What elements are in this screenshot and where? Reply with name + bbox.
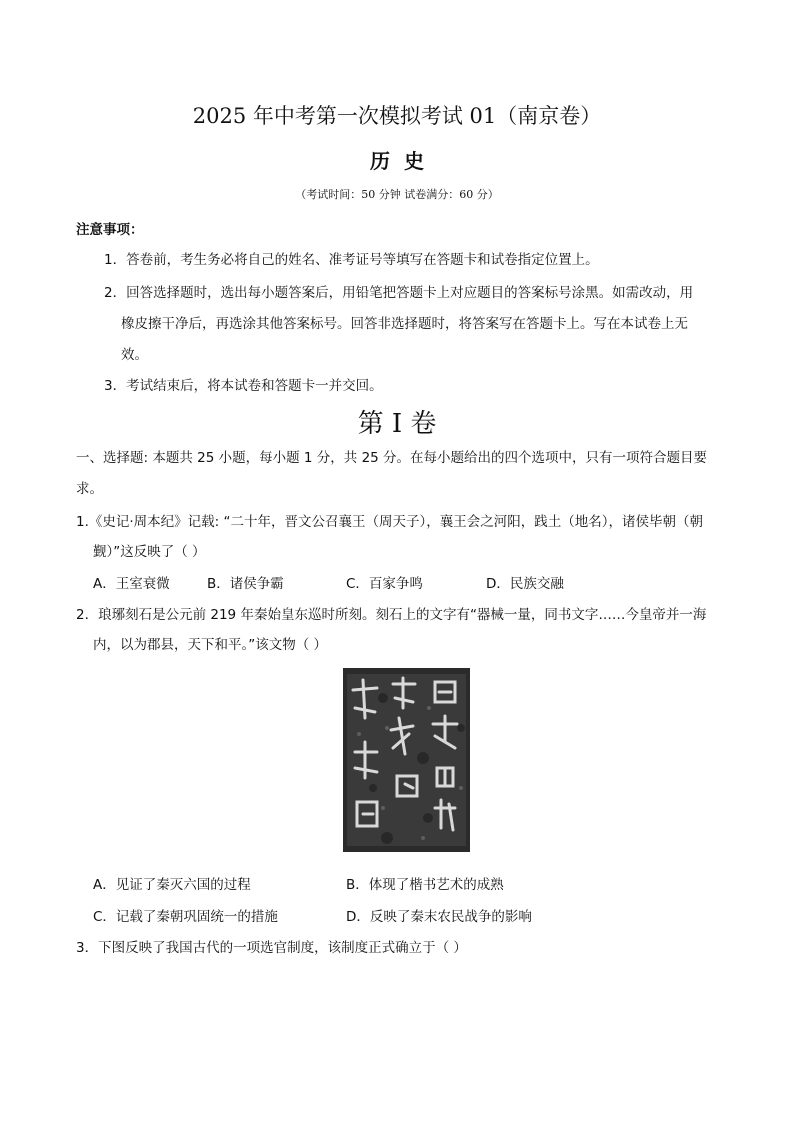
question-2-stem: 2．琅琊刻石是公元前 219 年秦始皇东巡时所刻。刻石上的文字有“器械一量，同书文字……今皇帝并一海	[76, 607, 707, 623]
section-heading: 第 I 卷	[357, 409, 437, 439]
exam-title: 2025 年中考第一次模拟考试 01（南京卷）	[192, 104, 602, 128]
exam-info: （考试时间：50 分钟 试卷满分：60 分）	[295, 188, 499, 201]
notice-item: 2．回答选择题时，选出每小题答案后，用铅笔把答题卡上对应题目的答案标号涂黑。如需改动，用	[104, 285, 694, 301]
question-2-stem-continued: 内，以为郡县，天下和平。”该文物（ ）	[93, 637, 328, 653]
notice-item-continued: 橡皮擦干净后，再选涂其他答案标号。回答非选择题时，将答案写在答题卡上。写在本试卷上无	[121, 316, 688, 332]
section-instruction-continued: 求。	[76, 481, 103, 497]
question-1-option-c[interactable]: C．百家争鸣	[346, 576, 423, 592]
question-2-option-c[interactable]: C．记载了秦朝巩固统一的措施	[93, 909, 278, 925]
rubbing-texture	[343, 668, 470, 852]
question-2-option-a[interactable]: A．见证了秦灭六国的过程	[93, 877, 251, 893]
notice-title: 注意事项：	[76, 222, 144, 238]
question-2-option-b[interactable]: B．体现了楷书艺术的成熟	[346, 877, 504, 893]
question-1-stem-continued: 觐）”这反映了（ ）	[93, 544, 206, 560]
stone-inscription-rubbing-image	[343, 668, 470, 852]
notice-item: 3．考试结束后，将本试卷和答题卡一并交回。	[104, 378, 383, 394]
subject-title: 历史	[370, 149, 438, 173]
question-1-option-d[interactable]: D．民族交融	[486, 576, 564, 592]
question-3-stem: 3．下图反映了我国古代的一项选官制度，该制度正式确立于（ ）	[76, 940, 467, 956]
question-1-stem: 1.《史记·周本纪》记载: “二十年，晋文公召襄王（周天子），襄王会之河阳，践土（地名），诸侯毕朝（朝	[76, 514, 704, 530]
question-2-option-d[interactable]: D．反映了秦末农民战争的影响	[346, 909, 532, 925]
notice-item-continued: 效。	[121, 347, 148, 363]
question-1-option-b[interactable]: B．诸侯争霸	[207, 576, 284, 592]
section-instruction: 一、选择题: 本题共 25 小题，每小题 1 分，共 25 分。在每小题给出的四个选项中，只有一项符合题目要	[76, 450, 708, 466]
question-1-option-a[interactable]: A．王室衰微	[93, 576, 170, 592]
notice-item: 1．答卷前，考生务必将自己的姓名、准考证号等填写在答题卡和试卷指定位置上。	[104, 252, 599, 268]
